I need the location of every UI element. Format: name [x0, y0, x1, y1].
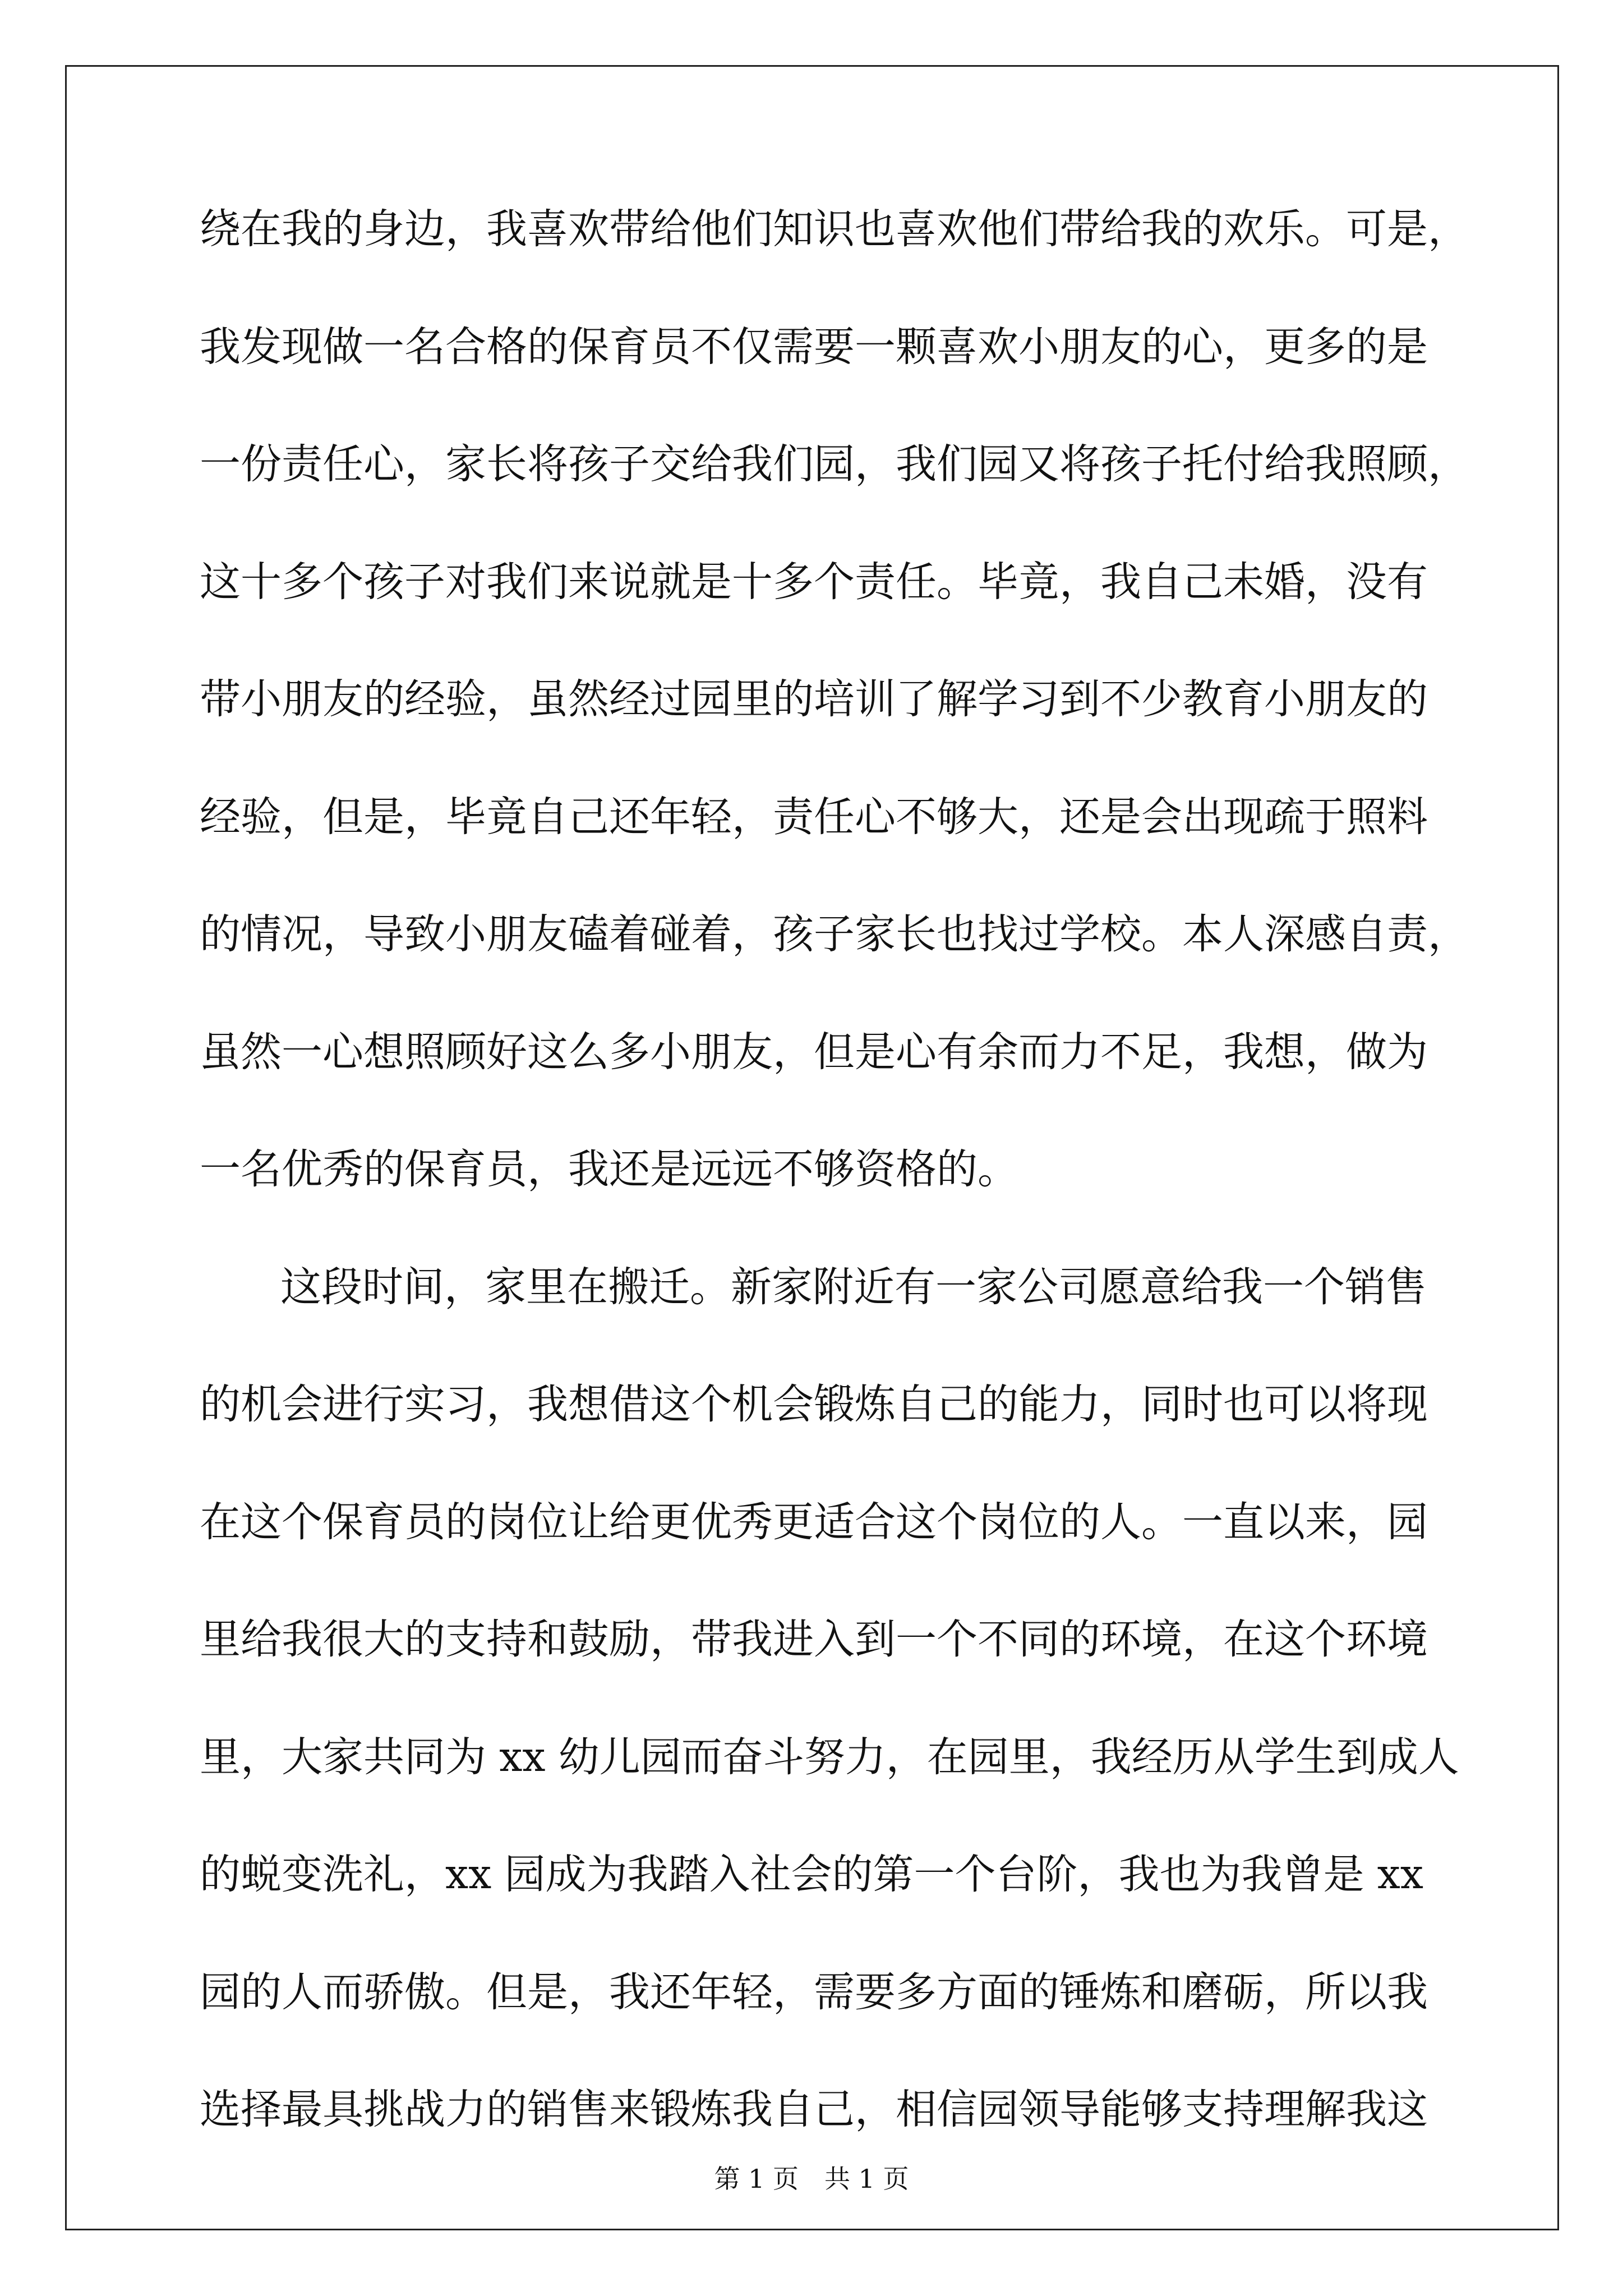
body-line-16: 园的人而骄傲。但是，我还年轻，需要多方面的锤炼和磨砺，所以我 [200, 1968, 1428, 2016]
body-line-13: 里给我很大的支持和鼓励，带我进入到一个不同的环境，在这个环境 [200, 1616, 1428, 1663]
body-line-14: 里，大家共同为 xx 幼儿园而奋斗努力，在园里，我经历从学生到成人 [200, 1733, 1459, 1781]
body-line-1: 绕在我的身边，我喜欢带给他们知识也喜欢他们带给我的欢乐。可是， [200, 205, 1469, 253]
body-line-4: 这十多个孩子对我们来说就是十多个责任。毕竟，我自己未婚，没有 [200, 558, 1428, 606]
body-line-12: 在这个保育员的岗位让给更优秀更适合这个岗位的人。一直以来，园 [200, 1498, 1428, 1546]
body-line-15: 的蜕变洗礼，xx 园成为我踏入社会的第一个台阶，我也为我曾是 xx [200, 1851, 1424, 1898]
page-footer: 第 1 页 共 1 页 [714, 2164, 909, 2194]
body-line-2: 我发现做一名合格的保育员不仅需要一颗喜欢小朋友的心，更多的是 [200, 323, 1428, 371]
body-line-10: 这段时间，家里在搬迁。新家附近有一家公司愿意给我一个销售 [280, 1263, 1427, 1311]
body-line-11: 的机会进行实习，我想借这个机会锻炼自己的能力，同时也可以将现 [200, 1381, 1428, 1428]
body-line-3: 一份责任心，家长将孩子交给我们园，我们园又将孩子托付给我照顾， [200, 440, 1469, 488]
body-line-8: 虽然一心想照顾好这么多小朋友，但是心有余而力不足，我想，做为 [200, 1028, 1428, 1076]
body-line-6: 经验，但是，毕竟自己还年轻，责任心不够大，还是会出现疏于照料 [200, 793, 1428, 841]
body-line-7: 的情况，导致小朋友磕着碰着，孩子家长也找过学校。本人深感自责， [200, 910, 1469, 958]
body-line-17: 选择最具挑战力的销售来锻炼我自己，相信园领导能够支持理解我这 [200, 2086, 1428, 2133]
body-line-5: 带小朋友的经验，虽然经过园里的培训了解学习到不少教育小朋友的 [200, 675, 1428, 723]
body-line-9: 一名优秀的保育员，我还是远远不够资格的。 [200, 1145, 1018, 1193]
